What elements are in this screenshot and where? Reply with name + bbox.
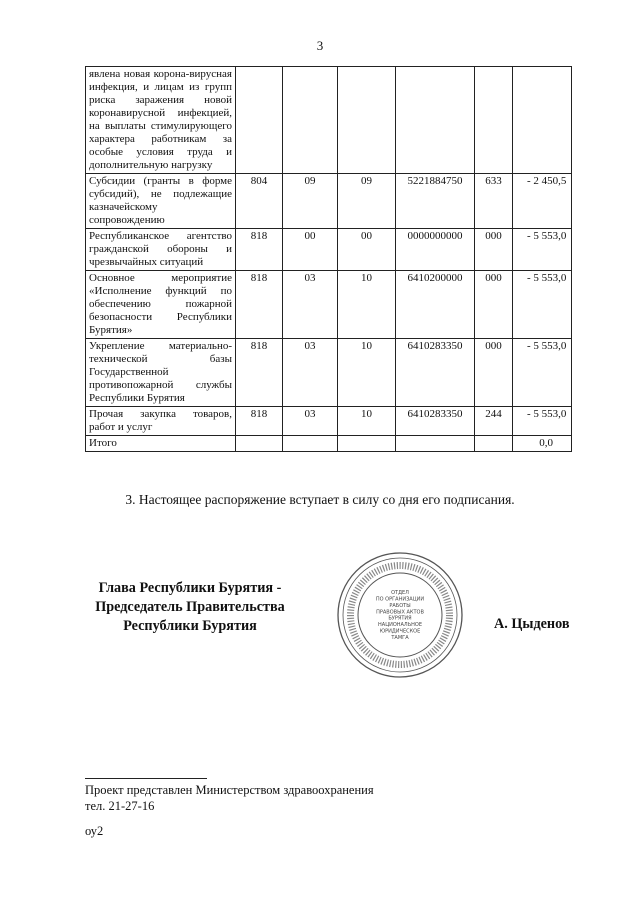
empty-cell [396, 436, 475, 452]
target-article-cell: 0000000000 [396, 229, 475, 271]
footnote [85, 782, 374, 814]
target-article-cell: 6410200000 [396, 271, 475, 339]
empty-cell [283, 436, 338, 452]
subsection-code-cell: 10 [338, 407, 396, 436]
amount-cell: - 5 553,0 [513, 339, 572, 407]
total-value: 0,0 [513, 436, 572, 452]
table-row [86, 174, 572, 229]
seal-text-line: ПО ОРГАНИЗАЦИИ [375, 596, 425, 603]
signatory-title-line1: Глава Республики Бурятия - [98, 580, 282, 596]
amount-cell: - 5 553,0 [513, 407, 572, 436]
amount-cell: - 5 553,0 [513, 271, 572, 339]
table-row [86, 339, 572, 407]
expense-type-cell: 000 [475, 339, 513, 407]
subsection-code-cell: 09 [338, 174, 396, 229]
empty-cell [475, 436, 513, 452]
ministry-code-cell [236, 67, 283, 174]
row-name-cell: Республиканское агентство гражданской обороны и чрезвычайных ситуаций [86, 229, 236, 271]
page-number: 3 [316, 38, 324, 53]
official-seal [335, 550, 465, 680]
seal-text-line: БУРЯТИЯ [388, 615, 412, 622]
empty-cell [338, 436, 396, 452]
signatory-name: А. Цыденов [494, 616, 570, 632]
ministry-code-cell: 804 [236, 174, 283, 229]
effective-clause: 3. Настоящее распоряжение вступает в силу со дня его подписания. [125, 492, 515, 507]
row-name-cell: явлена новая корона-вирусная инфекция, и лицам из групп риска заражения новой коронавирусной инфекцией, на выплаты стимулирующего характера работникам за особые условия труда и дополнительную нагрузку [86, 67, 236, 174]
section-code-cell: 03 [283, 339, 338, 407]
section-code-cell: 00 [283, 229, 338, 271]
subsection-code-cell: 10 [338, 339, 396, 407]
expense-type-cell: 000 [475, 229, 513, 271]
document-code: оу2 [85, 824, 104, 838]
target-article-cell [396, 67, 475, 174]
table-row [86, 407, 572, 436]
amount-cell: - 2 450,5 [513, 174, 572, 229]
subsection-code-cell: 10 [338, 271, 396, 339]
amount-cell [513, 67, 572, 174]
subsection-code-cell: 00 [338, 229, 396, 271]
row-name-cell: Основное мероприятие «Исполнение функций по обеспечению пожарной безопасности Республики Бурятия» [86, 271, 236, 339]
expense-type-cell: 633 [475, 174, 513, 229]
target-article-cell: 5221884750 [396, 174, 475, 229]
ministry-code-cell: 818 [236, 229, 283, 271]
section-code-cell: 03 [283, 271, 338, 339]
table-row [86, 271, 572, 339]
total-label: Итого [86, 436, 236, 452]
target-article-cell: 6410283350 [396, 339, 475, 407]
expense-type-cell: 244 [475, 407, 513, 436]
signatory-title [78, 579, 302, 636]
row-name-cell: Прочая закупка товаров, работ и услуг [86, 407, 236, 436]
section-code-cell: 03 [283, 407, 338, 436]
total-row [86, 436, 572, 452]
seal-text-line: РАБОТЫ [389, 602, 411, 609]
seal-text-line: НАЦИОНАЛЬНОЕ [378, 622, 422, 629]
seal-center-text [376, 590, 425, 641]
seal-text-line: ЮРИДИЧЕСКОЕ [379, 628, 421, 635]
subsection-code-cell [338, 67, 396, 174]
section-code-cell [283, 67, 338, 174]
amount-cell: - 5 553,0 [513, 229, 572, 271]
row-name-cell: Субсидии (гранты в форме субсидий), не подлежащие казначейскому сопровождению [86, 174, 236, 229]
empty-cell [236, 436, 283, 452]
footnote-divider [85, 778, 207, 779]
expense-type-cell: 000 [475, 271, 513, 339]
row-name-cell: Укрепление материально-технической базы Государственной противопожарной службы Республики Бурятия [86, 339, 236, 407]
ministry-code-cell: 818 [236, 271, 283, 339]
ministry-code-cell: 818 [236, 407, 283, 436]
target-article-cell: 6410283350 [396, 407, 475, 436]
seal-text-line: ТАМГА [391, 634, 409, 641]
seal-text-line: ПРАВОВЫХ АКТОВ [376, 609, 424, 616]
table-row [86, 67, 572, 174]
expense-type-cell [475, 67, 513, 174]
signatory-title-line3: Республики Бурятия [123, 618, 257, 634]
budget-table [85, 66, 572, 452]
footnote-note: Проект представлен Министерством здравоохранения [85, 783, 374, 797]
table-row [86, 229, 572, 271]
budget-table-body [86, 67, 572, 452]
section-code-cell: 09 [283, 174, 338, 229]
signatory-title-line2: Председатель Правительства [95, 599, 285, 615]
ministry-code-cell: 818 [236, 339, 283, 407]
seal-text-line: ОТДЕЛ [391, 590, 409, 597]
footnote-phone: тел. 21-27-16 [85, 799, 155, 813]
